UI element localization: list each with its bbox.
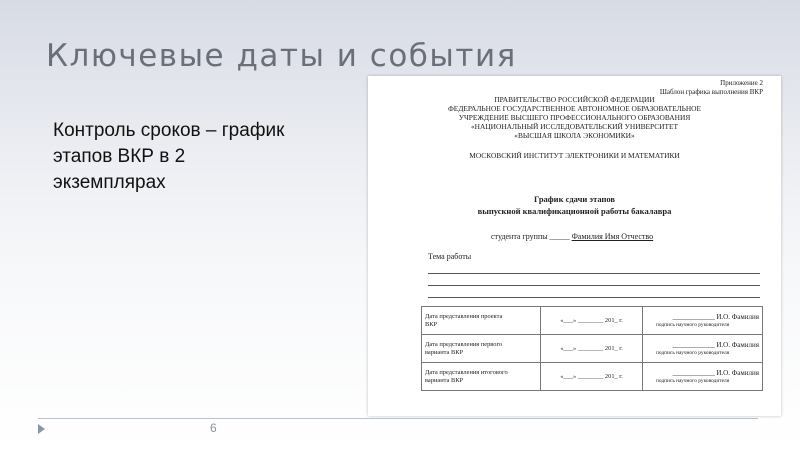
- signature-caption: подпись научного руководителя: [656, 321, 730, 328]
- page-number: 6: [210, 421, 217, 435]
- doc-org-line: «ВЫСШАЯ ШКОЛА ЭКОНОМИКИ»: [514, 131, 635, 140]
- doc-subtitle: выпускной квалификационной работы бакалавра: [477, 206, 672, 216]
- doc-org-line: ФЕДЕРАЛЬНОЕ ГОСУДАРСТВЕННОЕ АВТОНОМНОЕ ОБРАЗОВАТЕЛЬНОЕ: [447, 104, 702, 113]
- slide-title: Ключевые даты и события: [46, 38, 517, 74]
- footer-divider: [38, 418, 758, 419]
- doc-institute: МОСКОВСКИЙ ИНСТИТУТ ЭЛЕКТРОНИКИ И МАТЕМАТИКИ: [469, 151, 680, 160]
- table-row: [422, 363, 763, 391]
- row-label: [422, 363, 541, 391]
- doc-org-line: УЧРЕЖДЕНИЕ ВЫСШЕГО ПРОФЕССИОНАЛЬНОГО ОБРАЗОВАНИЯ: [458, 113, 691, 122]
- row-date: «___» ________ 201_ г.: [541, 335, 643, 363]
- doc-topic-line: [428, 297, 760, 298]
- row-label-line: варианта ВКР: [425, 348, 464, 356]
- body-text-line: этапов ВКР в 2: [53, 146, 186, 167]
- doc-org-line: «НАЦИОНАЛЬНЫЙ ИССЛЕДОВАТЕЛЬСКИЙ УНИВЕРСИТЕТ: [470, 122, 679, 131]
- nav-arrow-icon[interactable]: [38, 424, 45, 434]
- doc-student-prefix: студента группы _____: [491, 232, 570, 241]
- doc-student-name: Фамилия Имя Отчество: [571, 232, 654, 241]
- doc-appendix: Приложение 2: [720, 79, 763, 87]
- row-label-line: ВКР: [425, 320, 438, 328]
- body-text-line: экземплярах: [53, 172, 166, 193]
- doc-template-name: Шаблон графика выполнения ВКР: [659, 88, 763, 96]
- row-signature: [643, 363, 763, 391]
- row-signature: [643, 335, 763, 363]
- signature-line: ____________ И.О. Фамилия: [672, 340, 759, 349]
- doc-student-line: [491, 232, 653, 241]
- table-row: [422, 307, 763, 335]
- body-text: [53, 118, 353, 196]
- row-date: «___» ________ 201_ г.: [541, 363, 643, 391]
- body-text-line: Контроль сроков – график: [53, 120, 285, 141]
- signature-caption: подпись научного руководителя: [656, 377, 730, 384]
- signature-line: ____________ И.О. Фамилия: [672, 312, 759, 321]
- signature-caption: подпись научного руководителя: [656, 349, 730, 356]
- row-label-line: Дата представления первого: [425, 340, 503, 348]
- document-image: [368, 76, 781, 416]
- row-date: «___» ________ 201_ г.: [541, 307, 643, 335]
- row-label: [422, 335, 541, 363]
- signature-line: ____________ И.О. Фамилия: [672, 368, 759, 377]
- row-signature: [643, 307, 763, 335]
- row-label-line: Дата представления итогового: [425, 368, 508, 376]
- row-label: [422, 307, 541, 335]
- doc-topic-line: [428, 273, 760, 274]
- row-label-line: Дата представления проекта: [425, 312, 503, 320]
- doc-org-line: ПРАВИТЕЛЬСТВО РОССИЙСКОЙ ФЕДЕРАЦИИ: [494, 95, 655, 104]
- doc-topic-line: [428, 285, 760, 286]
- doc-title: График сдачи этапов: [533, 194, 616, 204]
- doc-dates-table: [421, 306, 763, 391]
- row-label-line: варианта ВКР: [425, 376, 464, 384]
- doc-topic-label: Тема работы: [428, 252, 472, 261]
- table-row: [422, 335, 763, 363]
